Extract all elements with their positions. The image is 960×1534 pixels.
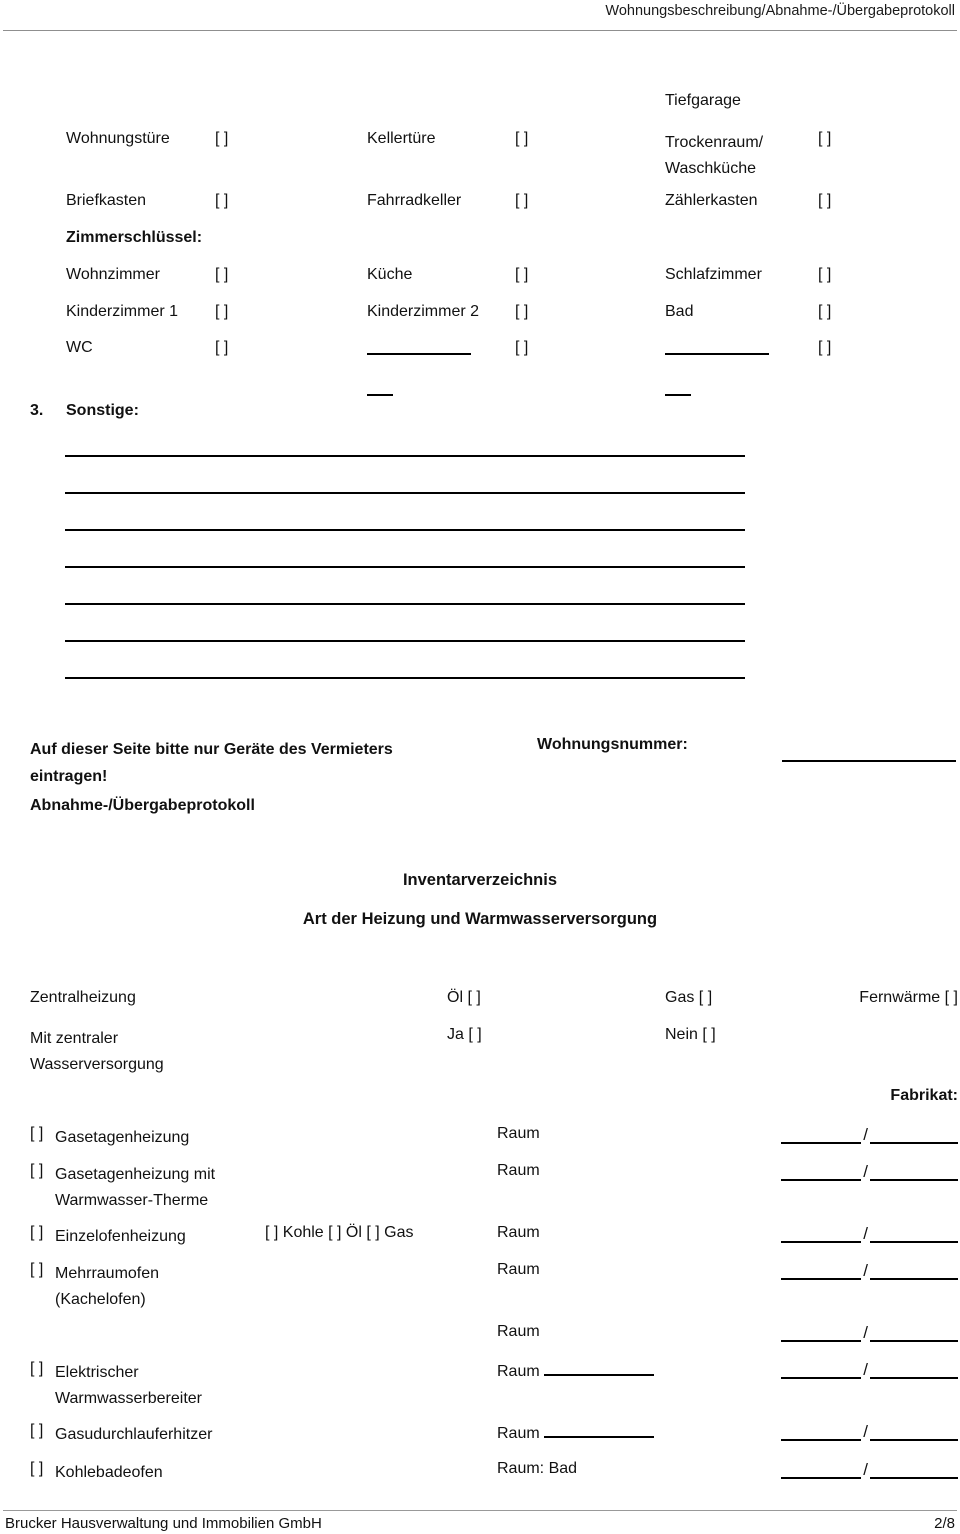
label-line2: Warmwasser-Therme [55, 1192, 209, 1209]
raum-label: Raum [497, 1162, 540, 1179]
fabrikat-blank-field[interactable] [781, 1422, 861, 1441]
heating-section [30, 989, 958, 1497]
extra-room-1-checkbox[interactable]: [ ] [515, 339, 529, 356]
device-row-blank [30, 1323, 958, 1360]
table-row [66, 130, 952, 192]
write-in-line[interactable] [65, 492, 745, 494]
device-row-kohlebadeofen [30, 1460, 958, 1497]
gasetagenheizung-checkbox[interactable]: [ ] [30, 1125, 44, 1142]
fabrikat-entry [781, 1360, 958, 1379]
abnahme-protokoll-title: Abnahme-/Übergabeprotokoll [30, 797, 255, 814]
zentralheizung-row [30, 989, 958, 1026]
write-in-line[interactable] [65, 677, 745, 679]
fahrradkeller-checkbox[interactable]: [ ] [515, 192, 529, 209]
raum-label: Raum [497, 1323, 540, 1340]
sonstige-label: Sonstige: [66, 402, 139, 419]
kueche-checkbox[interactable]: [ ] [515, 266, 529, 283]
write-in-line[interactable] [65, 566, 745, 568]
fabrikat-blank-field[interactable] [870, 1162, 958, 1181]
tiefgarage-header: Tiefgarage [665, 92, 741, 109]
fernwaerme-option[interactable] [859, 989, 958, 1007]
vermieter-note [30, 736, 510, 790]
fabrikat-blank-field[interactable] [870, 1261, 958, 1280]
fabrikat-blank-field[interactable] [870, 1360, 958, 1379]
vermieter-note-line1: Auf dieser Seite bitte nur Geräte des Vermieters [30, 741, 393, 758]
slash-separator: / [863, 1125, 868, 1144]
label-einzelofenheizung: Einzelofenheizung [55, 1228, 186, 1245]
wohnzimmer-checkbox[interactable]: [ ] [215, 266, 229, 283]
table-row [66, 303, 952, 339]
device-row-mehrraumofen [30, 1261, 958, 1323]
wohnungsnummer-label: Wohnungsnummer: [537, 736, 688, 753]
device-row-gasetagenheizung-therme [30, 1162, 958, 1224]
kohlebadeofen-checkbox[interactable]: [ ] [30, 1460, 44, 1477]
fabrikat-entry [781, 1323, 958, 1342]
fabrikat-blank-field[interactable] [870, 1460, 958, 1479]
fabrikat-entry [781, 1261, 958, 1280]
label-fahrradkeller: Fahrradkeller [367, 192, 462, 209]
bad-checkbox[interactable]: [ ] [818, 303, 832, 320]
table-row [66, 339, 952, 383]
page-header-title: Wohnungsbeschreibung/Abnahme-/Übergabeprotokoll [605, 3, 955, 19]
fabrikat-blank-field[interactable] [781, 1261, 861, 1280]
fabrikat-blank-field[interactable] [870, 1422, 958, 1441]
write-in-line[interactable] [65, 640, 745, 642]
write-in-line[interactable] [65, 529, 745, 531]
label-ja: Ja [447, 1026, 464, 1043]
ja-option[interactable] [447, 1026, 665, 1044]
slash-separator: / [863, 1460, 868, 1479]
write-in-line[interactable] [65, 603, 745, 605]
wc-checkbox[interactable]: [ ] [215, 339, 229, 356]
fabrikat-row [30, 1087, 958, 1125]
extra-room-2-blank-field[interactable] [665, 339, 769, 355]
zaehlerkasten-checkbox[interactable]: [ ] [818, 192, 832, 209]
wohnungsnummer-blank-field[interactable] [782, 760, 956, 762]
raum-label: Raum [497, 1425, 540, 1442]
fernwaerme-checkbox[interactable]: [ ] [944, 989, 958, 1006]
label-wohnungstuere: Wohnungstüre [66, 130, 170, 147]
table-row [66, 383, 952, 402]
inventory-titles [0, 871, 960, 929]
fabrikat-blank-field[interactable] [781, 1360, 861, 1379]
einzelofenheizung-checkbox[interactable]: [ ] [30, 1224, 44, 1241]
extra-room-2-checkbox[interactable]: [ ] [818, 339, 832, 356]
raum-label: Raum [497, 1363, 540, 1380]
table-row-garage-header [66, 92, 952, 130]
inventory-subtitle: Art der Heizung und Warmwasserversorgung [302, 910, 658, 928]
label-gasetagenheizung: Gasetagenheizung [55, 1129, 190, 1146]
label-kellertuere: Kellertüre [367, 130, 436, 147]
label-waschkueche: Waschküche [665, 160, 756, 177]
fabrikat-blank-field[interactable] [870, 1125, 958, 1144]
label-elektrischer-warmwasserbereiter [55, 1360, 265, 1412]
label-bad: Bad [665, 303, 694, 320]
keys-table [66, 92, 952, 402]
device-row-gasetagenheizung [30, 1125, 958, 1162]
raum-label: Raum: Bad [497, 1460, 578, 1477]
mehrraumofen-checkbox[interactable]: [ ] [30, 1261, 44, 1278]
label-schlafzimmer: Schlafzimmer [665, 266, 762, 283]
fabrikat-blank-field[interactable] [870, 1323, 958, 1342]
fabrikat-label: Fabrikat: [890, 1087, 958, 1104]
schlafzimmer-checkbox[interactable]: [ ] [818, 266, 832, 283]
label-gas: Gas [665, 989, 695, 1006]
fabrikat-entry [781, 1224, 958, 1243]
gas-checkbox[interactable]: [ ] [698, 989, 713, 1006]
fuel-checkbox-group[interactable]: [ ] Kohle [ ] Öl [ ] Gas [265, 1224, 414, 1241]
label-briefkasten: Briefkasten [66, 192, 147, 209]
raum-label: Raum [497, 1125, 540, 1142]
fabrikat-entry [781, 1162, 958, 1181]
kellertuere-checkbox[interactable]: [ ] [515, 130, 529, 147]
sonstige-number: 3. [30, 402, 44, 419]
label-nein: Nein [665, 1026, 698, 1043]
raum-label: Raum [497, 1261, 540, 1278]
label-zentralheizung: Zentralheizung [30, 989, 136, 1006]
raum-label: Raum [497, 1224, 540, 1241]
slash-separator: / [863, 1323, 868, 1342]
slash-separator: / [863, 1360, 868, 1379]
inventory-title: Inventarverzeichnis [402, 871, 558, 889]
label-kinderzimmer-2: Kinderzimmer 2 [367, 303, 480, 320]
fabrikat-blank-field[interactable] [781, 1323, 861, 1342]
label-mit-zentraler: Mit zentraler [30, 1030, 119, 1047]
label-kohlebadeofen: Kohlebadeofen [55, 1464, 163, 1481]
sonstige-write-in-area [65, 455, 745, 714]
device-row-elektrischer-warmwasserbereiter [30, 1360, 958, 1422]
fabrikat-entry [781, 1422, 958, 1441]
label-wohnzimmer: Wohnzimmer [66, 266, 160, 283]
fabrikat-blank-field[interactable] [781, 1125, 861, 1144]
extra-room-1-count-blank-field[interactable] [367, 384, 393, 396]
label-line2: Warmwasserbereiter [55, 1390, 202, 1407]
label-fernwaerme: Fernwärme [859, 989, 941, 1006]
gas-option[interactable] [665, 989, 838, 1007]
header-divider [3, 30, 957, 31]
slash-separator: / [863, 1422, 868, 1441]
footer-divider [3, 1510, 957, 1511]
vermieter-note-line2: eintragen! [30, 768, 108, 785]
kinderzimmer-2-checkbox[interactable]: [ ] [515, 303, 529, 320]
label-line2: (Kachelofen) [55, 1291, 146, 1308]
write-in-line[interactable] [65, 455, 745, 457]
wasserversorgung-row [30, 1026, 958, 1087]
label-zaehlerkasten: Zählerkasten [665, 192, 758, 209]
label-kueche: Küche [367, 266, 413, 283]
fabrikat-blank-field[interactable] [781, 1162, 861, 1181]
device-row-einzelofenheizung [30, 1224, 958, 1261]
wohnungstuere-checkbox[interactable]: [ ] [215, 130, 229, 147]
label-kinderzimmer-1: Kinderzimmer 1 [66, 303, 179, 320]
briefkasten-checkbox[interactable]: [ ] [215, 192, 229, 209]
ja-checkbox[interactable]: [ ] [468, 1026, 482, 1043]
oel-option[interactable] [447, 989, 665, 1007]
label-line1: Mehrraumofen [55, 1265, 160, 1282]
elektrischer-warmwasserbereiter-checkbox[interactable]: [ ] [30, 1360, 44, 1377]
table-row [66, 266, 952, 303]
nein-option[interactable] [665, 1026, 838, 1044]
fabrikat-entry [781, 1125, 958, 1144]
fabrikat-blank-field[interactable] [870, 1224, 958, 1243]
zimmerschluessel-subhead-row [66, 229, 952, 266]
gasdurchlauferhitzer-checkbox[interactable]: [ ] [30, 1422, 44, 1439]
device-row-gasdurchlauferhitzer [30, 1422, 958, 1460]
fabrikat-entry [781, 1460, 958, 1479]
extra-room-1-blank-field[interactable] [367, 339, 471, 355]
label-mit-zentraler-wasserversorgung [30, 1026, 447, 1078]
sonstige-heading [30, 402, 139, 420]
slash-separator: / [863, 1261, 868, 1280]
label-wc: WC [66, 339, 93, 356]
label-gasetagenheizung-therme [55, 1162, 265, 1214]
fabrikat-blank-field[interactable] [781, 1224, 861, 1243]
raum-blank-field[interactable] [544, 1422, 654, 1438]
label-gasdurchlauferhitzer: Gasudurchlauferhitzer [55, 1426, 213, 1443]
table-row [66, 192, 952, 229]
footer-company-name: Brucker Hausverwaltung und Immobilien GmbH [5, 1515, 322, 1532]
trockenraum-checkbox[interactable]: [ ] [818, 130, 832, 147]
gasetagenheizung-therme-checkbox[interactable]: [ ] [30, 1162, 44, 1179]
kinderzimmer-1-checkbox[interactable]: [ ] [215, 303, 229, 320]
label-line1: Elektrischer [55, 1364, 139, 1381]
raum-blank-field[interactable] [544, 1360, 654, 1376]
label-oel: Öl [447, 989, 463, 1006]
label-wasserversorgung: Wasserversorgung [30, 1056, 164, 1073]
label-trockenraum: Trockenraum/ [665, 134, 764, 151]
label-trockenraum-waschkueche [665, 130, 818, 182]
page-number: 2/8 [934, 1515, 955, 1532]
fabrikat-blank-field[interactable] [781, 1460, 861, 1479]
oel-checkbox[interactable]: [ ] [467, 989, 481, 1006]
label-line1: Gasetagenheizung mit [55, 1166, 216, 1183]
zimmerschluessel-subhead: Zimmerschlüssel: [66, 229, 203, 246]
nein-checkbox[interactable]: [ ] [702, 1026, 716, 1043]
label-mehrraumofen [55, 1261, 265, 1313]
slash-separator: / [863, 1224, 868, 1243]
slash-separator: / [863, 1162, 868, 1181]
extra-room-2-count-blank-field[interactable] [665, 384, 691, 396]
